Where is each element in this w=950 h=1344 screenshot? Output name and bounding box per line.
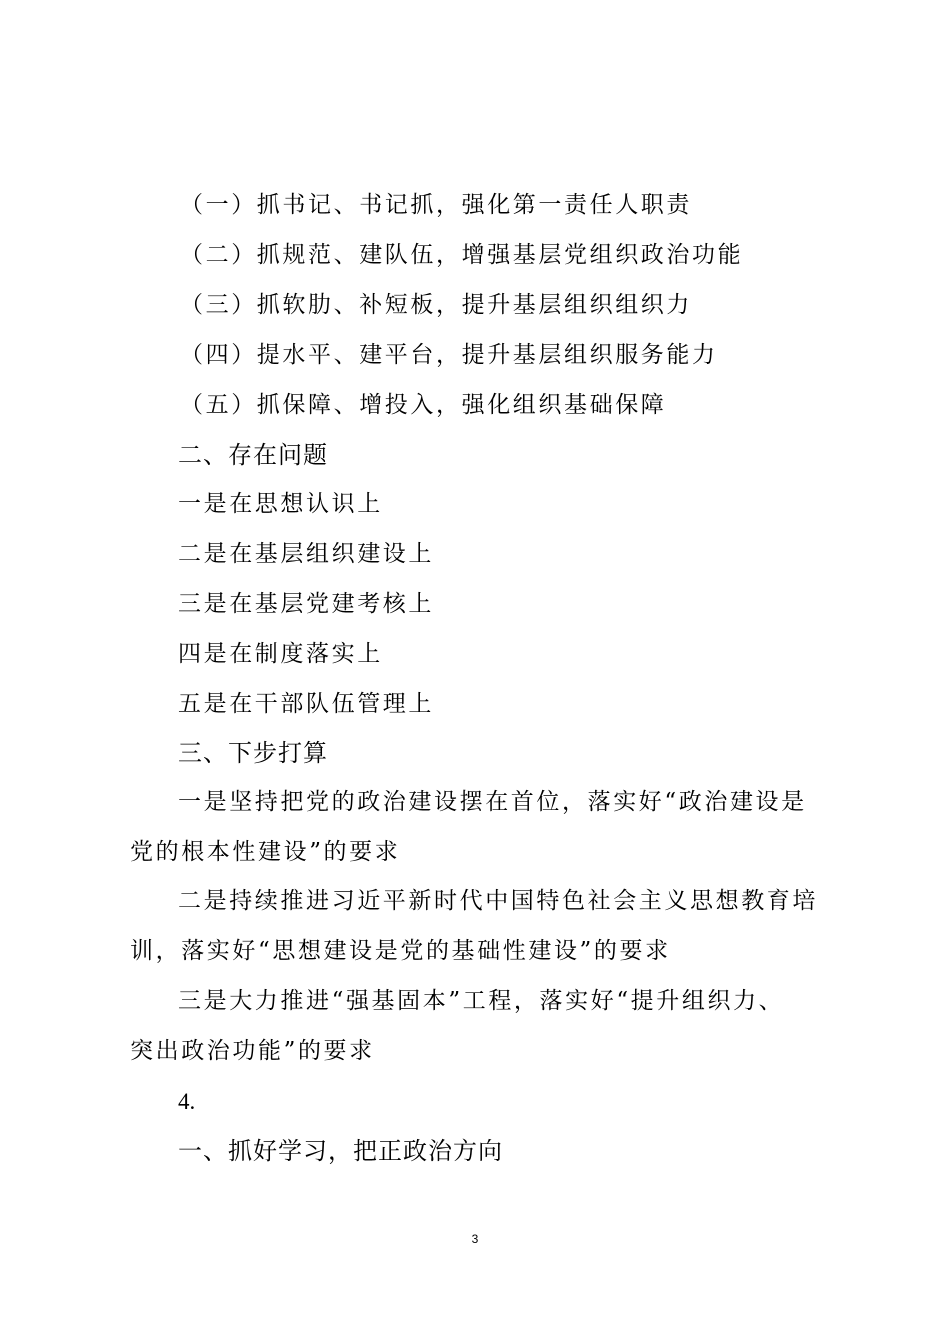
work-item-5: （五）抓保障、增投入，强化组织基础保障	[180, 392, 667, 418]
problem-item-5: 五是在干部队伍管理上	[178, 691, 434, 717]
problem-item-4: 四是在制度落实上	[178, 641, 383, 667]
work-item-2: （二）抓规范、建队伍，增强基层党组织政治功能	[180, 242, 744, 268]
section-heading-problems: 二、存在问题	[178, 441, 328, 469]
plan-item-1-line-1: 一是坚持把党的政治建设摆在首位，落实好“政治建设是	[178, 789, 807, 815]
page-number: 3	[471, 1232, 479, 1246]
problem-item-2: 二是在基层组织建设上	[178, 541, 434, 567]
work-item-3: （三）抓软肋、补短板，提升基层组织组织力	[180, 292, 692, 318]
item-number: 4.	[178, 1089, 196, 1114]
plan-item-2-line-1: 二是持续推进习近平新时代中国特色社会主义思想教育培	[178, 888, 818, 914]
plan-item-2-line-2: 训，落实好“思想建设是党的基础性建设”的要求	[130, 938, 671, 964]
plan-item-3-line-2: 突出政治功能”的要求	[130, 1038, 375, 1064]
problem-item-3: 三是在基层党建考核上	[178, 591, 434, 617]
plan-item-1-line-2: 党的根本性建设”的要求	[130, 839, 401, 865]
work-item-1: （一）抓书记、书记抓，强化第一责任人职责	[180, 192, 692, 218]
plan-item-3-line-1: 三是大力推进“强基固本”工程，落实好“提升组织力、	[178, 988, 785, 1014]
section-heading-study: 一、抓好学习，把正政治方向	[178, 1137, 503, 1165]
work-item-4: （四）提水平、建平台，提升基层组织服务能力	[180, 342, 718, 368]
section-heading-plans: 三、下步打算	[178, 739, 328, 767]
problem-item-1: 一是在思想认识上	[178, 491, 383, 517]
